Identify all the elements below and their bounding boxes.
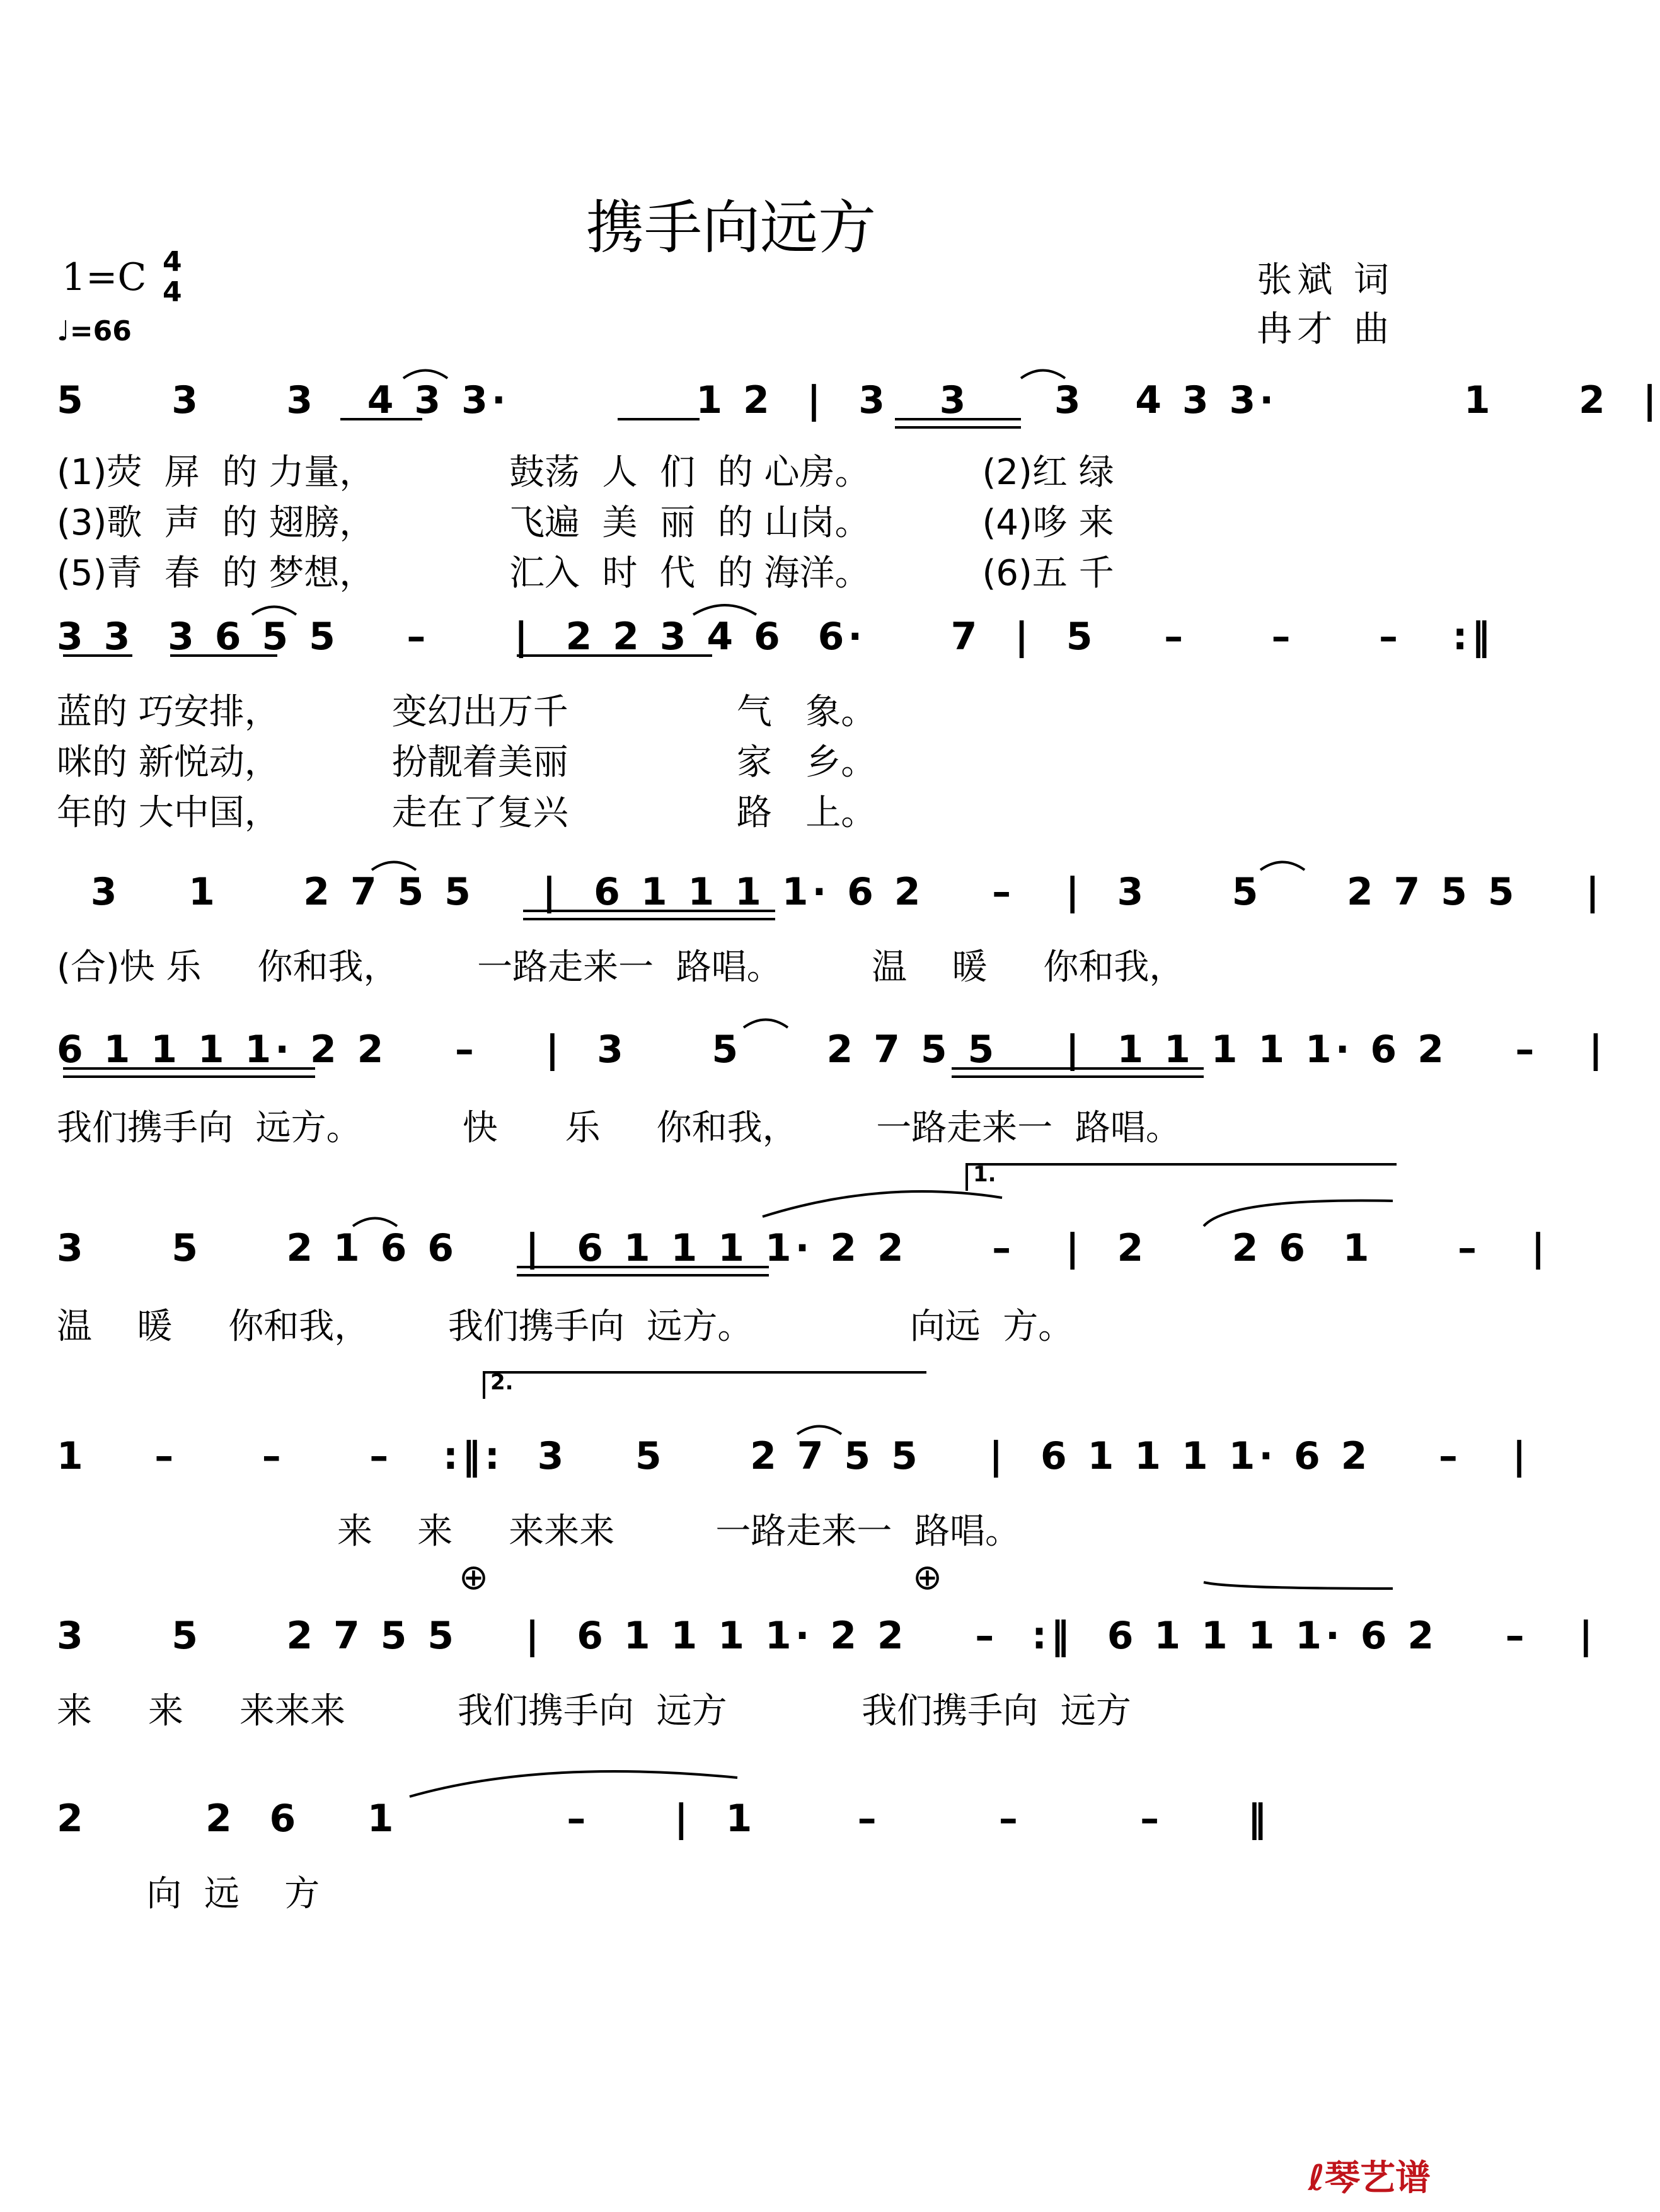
notation-line-2: 3 3 3 6 5 5 – | 2 2 3 4 6 6· 7 | 5 – – – :‖ [57, 615, 1494, 659]
lyric-line-1a: (1)荧 屏 的 力量， 鼓荡 人 们 的 心房。 (2)红 绿 [57, 452, 1114, 493]
tie-mark [1204, 1582, 1393, 1589]
lyric-line-4: 我们携手向 远方。 快 乐 你和我， 一路走来一 路唱。 [57, 1108, 1181, 1149]
notation-line-3: 3 1 2 7 5 5 | 6 1 1 1 1· 6 2 – | 3 5 2 7 5 5 | [57, 870, 1603, 914]
lyricist-credit: 张斌 词 [1257, 260, 1394, 301]
first-ending-bracket: 1. [965, 1163, 1397, 1191]
second-ending-bracket: 2. [483, 1371, 926, 1399]
tie-mark [1204, 1201, 1393, 1227]
lyric-line-1b: (3)歌 声 的 翅膀， 飞遍 美 丽 的 山岗。 (4)哆 来 [57, 502, 1114, 543]
meter-bottom: 4 [163, 276, 182, 308]
tempo-marking: ♩=66 [57, 315, 132, 347]
meter-top: 4 [163, 246, 182, 278]
notation-line-6: 1 – – – :‖: 3 5 2 7 5 5 | 6 1 1 1 1· 6 2 – | [57, 1434, 1530, 1478]
lyric-line-1c: (5)青 春 的 梦想， 汇入 时 代 的 海洋。 (6)五 千 [57, 553, 1114, 594]
lyric-line-2a: 蓝的 巧安排， 变幻出万千 气 象。 [57, 692, 877, 733]
quarter-note-icon: ♩ [57, 315, 70, 347]
tie-mark [372, 862, 416, 871]
notation-line-4: 6 1 1 1 1· 2 2 – | 3 5 2 7 5 5 | 1 1 1 1 1· 6 2 – | [57, 1028, 1606, 1072]
watermark-logo: ℓ琴艺谱 [1308, 2158, 1431, 2199]
lyric-line-7: 来 来 来来来 我们携手向 远方 我们携手向 远方 [57, 1691, 1131, 1732]
tie-mark [252, 607, 296, 615]
notation-line-8: 2 2 6 1 – | 1 – – – ‖ [57, 1797, 1271, 1841]
coda-sign-icon: ⊕ [913, 1557, 942, 1598]
tie-mark [1260, 862, 1305, 871]
composer-credit: 冉才 曲 [1257, 309, 1394, 350]
lyric-line-3: (合)快 乐 你和我， 一路走来一 路唱。 温 暖 你和我， [57, 947, 1185, 988]
tie-mark [744, 1020, 788, 1028]
tie-mark [1021, 371, 1065, 379]
tie-mark [403, 371, 447, 379]
lyric-line-2b: 咪的 新悦动， 扮靓着美丽 家 乡。 [57, 742, 877, 783]
notation-line-7: 3 5 2 7 5 5 | 6 1 1 1 1· 2 2 – :‖ 6 1 1 1 1· 6 2 – | [57, 1614, 1597, 1658]
lyric-line-6: 来 来 来来来 一路走来一 路唱。 [57, 1511, 1021, 1552]
tie-mark [797, 1427, 841, 1435]
tie-mark [693, 605, 756, 615]
lyric-line-5: 温 暖 你和我， 我们携手向 远方。 向远 方。 [57, 1306, 1074, 1347]
tie-mark [410, 1771, 737, 1797]
notation-line-1: 5 3 3 4 3 3· 1 2 | 3 3 3 4 3 3· 1 2 | [57, 378, 1660, 422]
lyric-line-2c: 年的 大中国， 走在了复兴 路 上。 [57, 792, 877, 833]
key-signature: 1=C [62, 255, 147, 299]
coda-sign-icon: ⊕ [459, 1557, 488, 1598]
logo-mark-icon: ℓ [1308, 2158, 1325, 2199]
score-title: 携手向远方 [585, 194, 876, 262]
notation-line-5: 3 5 2 1 6 6 | 6 1 1 1 1· 2 2 – | 2 2 6 1 – | [57, 1226, 1549, 1270]
tie-mark [763, 1191, 1002, 1217]
tie-mark [353, 1219, 397, 1227]
lyric-line-8: 向 远 方 [57, 1873, 320, 1914]
